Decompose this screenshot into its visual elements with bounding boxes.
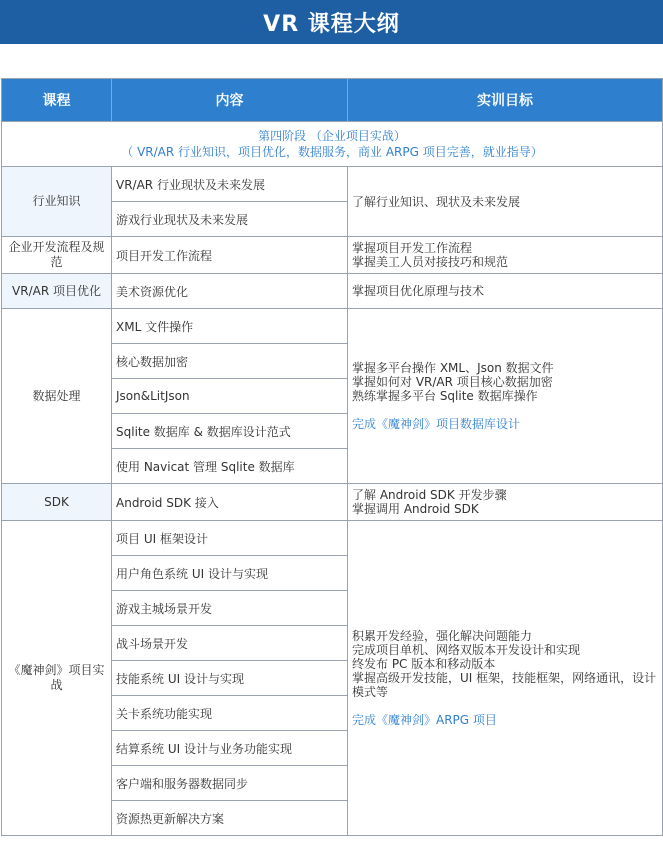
stage-title: 第四阶段 （企业项目实战） [258,129,406,143]
goal-cell [348,237,663,274]
content-cell: 结算系统 UI 设计与业务功能实现 [112,731,348,766]
goal-cell [348,167,663,237]
table-row [2,237,663,274]
goal-cell [348,521,663,836]
course-cell: SDK [2,484,112,521]
page-title: VR 课程大纲 [0,0,663,44]
goal-line: 掌握项目优化原理与技术 [352,284,485,298]
goal-line: 掌握如何对 VR/AR 项目核心数据加密 [352,375,553,389]
content-cell: 美术资源优化 [112,274,348,309]
goal-line: 熟练掌握多平台 Sqlite 数据库操作 [352,389,538,403]
content-cell: 关卡系统功能实现 [112,696,348,731]
stage-row [2,122,663,167]
content-cell: 用户角色系统 UI 设计与实现 [112,556,348,591]
content-cell: 客户端和服务器数据同步 [112,766,348,801]
content-cell: 技能系统 UI 设计与实现 [112,661,348,696]
content-cell: Android SDK 接入 [112,484,348,521]
table-header-row [2,79,663,122]
content-cell: 使用 Navicat 管理 Sqlite 数据库 [112,449,348,484]
content-cell: 游戏主城场景开发 [112,591,348,626]
course-cell: 行业知识 [2,167,112,237]
goal-line: 积累开发经验，强化解决问题能力 [352,629,533,643]
content-cell: XML 文件操作 [112,309,348,344]
table-row [2,167,663,202]
goal-line: 掌握高级开发技能，UI 框架，技能框架，网络通讯，设计模式等 [352,671,657,699]
header-goal: 实训目标 [348,79,663,122]
stage-subtitle: （ VR/AR 行业知识，项目优化，数据服务，商业 ARPG 项目完善，就业指导） [121,145,543,159]
header-content: 内容 [112,79,348,122]
course-cell: 数据处理 [2,309,112,484]
course-cell: 《魔神剑》项目实战 [2,521,112,836]
goal-highlight: 完成《魔神剑》ARPG 项目 [352,713,497,727]
course-cell: 企业开发流程及规范 [2,237,112,274]
goal-line: 终发布 PC 版本和移动版本 [352,657,496,671]
content-cell: 战斗场景开发 [112,626,348,661]
content-cell: VR/AR 行业现状及未来发展 [112,167,348,202]
goal-line: 了解 Android SDK 开发步骤 [352,488,507,502]
content-cell: 资源热更新解决方案 [112,801,348,836]
goal-cell [348,274,663,309]
header-course: 课程 [2,79,112,122]
goal-line: 完成项目单机、网络双版本开发设计和实现 [352,643,581,657]
table-row [2,274,663,309]
content-cell: Json&LitJson [112,379,348,414]
goal-line: 了解行业知识、现状及未来发展 [352,194,521,209]
content-cell: 项目开发工作流程 [112,237,348,274]
content-cell: 游戏行业现状及未来发展 [112,202,348,237]
goal-highlight: 完成《魔神剑》项目数据库设计 [352,417,521,431]
course-cell: VR/AR 项目优化 [2,274,112,309]
content-cell: 核心数据加密 [112,344,348,379]
content-cell: 项目 UI 框架设计 [112,521,348,556]
table-row [2,484,663,521]
goal-line: 掌握项目开发工作流程 [352,241,473,255]
syllabus-table [1,78,663,836]
goal-line: 掌握多平台操作 XML、Json 数据文件 [352,361,554,375]
table-row [2,521,663,556]
goal-line: 掌握美工人员对接技巧和规范 [352,255,509,269]
content-cell: Sqlite 数据库 & 数据库设计范式 [112,414,348,449]
goal-cell [348,309,663,484]
goal-cell [348,484,663,521]
table-row [2,309,663,344]
goal-line: 掌握调用 Android SDK [352,502,479,516]
stage-cell [2,122,663,167]
